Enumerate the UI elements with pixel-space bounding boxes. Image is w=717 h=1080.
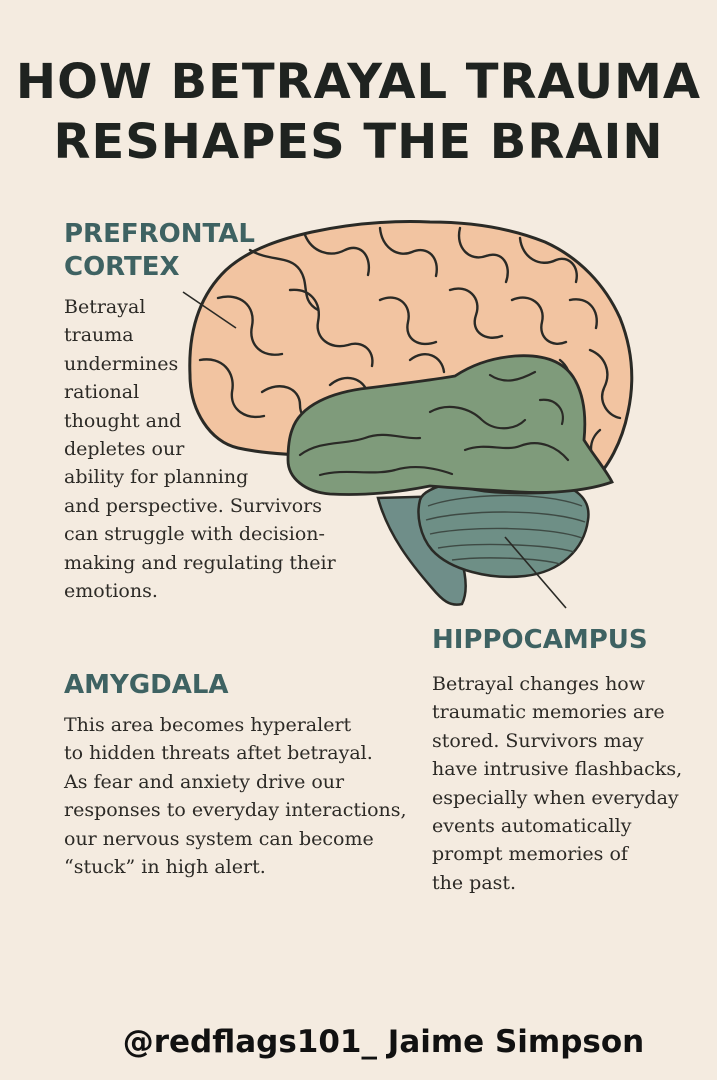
prefrontal-line: ability for planning [64, 466, 249, 489]
amygdala-line: to hidden threats aftet betrayal. [64, 742, 373, 765]
hippocampus-line: prompt memories of [432, 843, 628, 866]
prefrontal-cortex-description [64, 293, 336, 605]
amygdala-line: responses to everyday interactions, [64, 799, 407, 822]
prefrontal-line: making and regulating their [64, 551, 336, 574]
prefrontal-line: trauma [64, 324, 134, 347]
hippocampus-line: Betrayal changes how [432, 673, 646, 695]
prefrontal-line: rational [64, 381, 140, 404]
amygdala-line: our nervous system can become [64, 827, 374, 850]
hippocampus-description [432, 670, 682, 897]
prefrontal-line: thought and [64, 409, 182, 432]
hippocampus-line: stored. Survivors may [432, 729, 644, 752]
amygdala-line: “stuck” in high alert. [64, 856, 266, 879]
title-line-1: HOW BETRAYAL TRAUMA [15, 54, 702, 110]
prefrontal-line: depletes our [64, 438, 185, 461]
amygdala-heading: AMYGDALA [64, 670, 229, 700]
author-credit: @redflags101_ Jaime Simpson [122, 1024, 645, 1060]
hippocampus-line: especially when everyday [432, 786, 679, 809]
amygdala-line: This area becomes hyperalert [64, 714, 352, 736]
prefrontal-cortex-heading [64, 218, 255, 284]
prefrontal-line: emotions. [64, 580, 158, 603]
prefrontal-line: and perspective. Survivors [64, 494, 322, 517]
title-line-2: RESHAPES THE BRAIN [53, 114, 664, 170]
prefrontal-line: Betrayal [64, 296, 146, 318]
prefrontal-line: can struggle with decision- [64, 523, 325, 546]
hippocampus-line: the past. [432, 871, 517, 894]
prefrontal-line: undermines [64, 352, 179, 375]
prefrontal-heading-line-1: PREFRONTAL [64, 219, 255, 249]
prefrontal-heading-line-2: CORTEX [64, 252, 180, 282]
amygdala-line: As fear and anxiety drive our [64, 770, 345, 793]
amygdala-description [64, 711, 407, 881]
hippocampus-line: traumatic memories are [432, 701, 665, 724]
hippocampus-line: have intrusive flashbacks, [432, 758, 683, 781]
hippocampus-heading: HIPPOCAMPUS [432, 625, 648, 655]
hippocampus-line: events automatically [432, 815, 632, 838]
